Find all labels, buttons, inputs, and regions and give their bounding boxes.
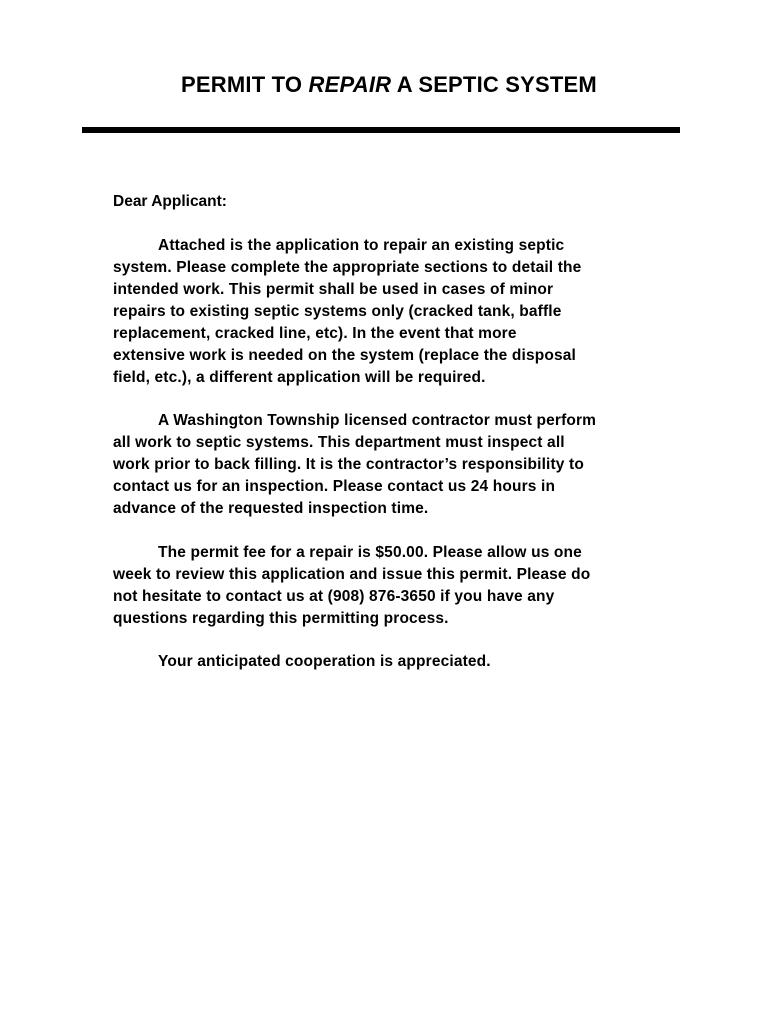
paragraph-closing: [113, 651, 491, 673]
paragraph-line: repairs to existing septic systems only (cracked tank, baffle: [113, 303, 562, 320]
paragraph-line: advance of the requested inspection time.: [113, 500, 429, 517]
paragraph-line: questions regarding this permitting process.: [113, 610, 449, 627]
paragraph-line: intended work. This permit shall be used in cases of minor: [113, 281, 554, 298]
document-title: [0, 72, 770, 98]
paragraph-application-info: [113, 235, 581, 389]
paragraph-line: week to review this application and issue this permit. Please do: [113, 566, 591, 583]
paragraph-contractor-info: [113, 410, 596, 520]
title-part-1: PERMIT TO: [181, 72, 309, 97]
paragraph-line: system. Please complete the appropriate sections to detail the: [113, 259, 582, 276]
paragraph-line: A Washington Township licensed contractor must perform: [158, 412, 597, 429]
paragraph-line: contact us for an inspection. Please contact us 24 hours in: [113, 478, 556, 495]
paragraph-line: work prior to back filling. It is the contractor’s responsibility to: [113, 456, 584, 473]
paragraph-line: extensive work is needed on the system (replace the disposal: [113, 347, 576, 364]
paragraph-line: field, etc.), a different application will be required.: [113, 369, 486, 386]
paragraph-line: Attached is the application to repair an existing septic: [158, 237, 565, 254]
paragraph-line: The permit fee for a repair is $50.00. Please allow us one: [158, 544, 582, 561]
paragraph-fee-info: [113, 542, 590, 630]
paragraph-line: replacement, cracked line, etc). In the event that more: [113, 325, 517, 342]
paragraph-line: not hesitate to contact us at (908) 876-3650 if you have any: [113, 588, 555, 605]
paragraph-line: all work to septic systems. This department must inspect all: [113, 434, 565, 451]
title-emphasis: REPAIR: [308, 72, 392, 97]
paragraph-line: Your anticipated cooperation is appreciated.: [158, 653, 491, 670]
salutation: Dear Applicant:: [113, 193, 227, 210]
title-part-2: A SEPTIC SYSTEM: [391, 72, 597, 97]
title-divider: [82, 127, 680, 133]
